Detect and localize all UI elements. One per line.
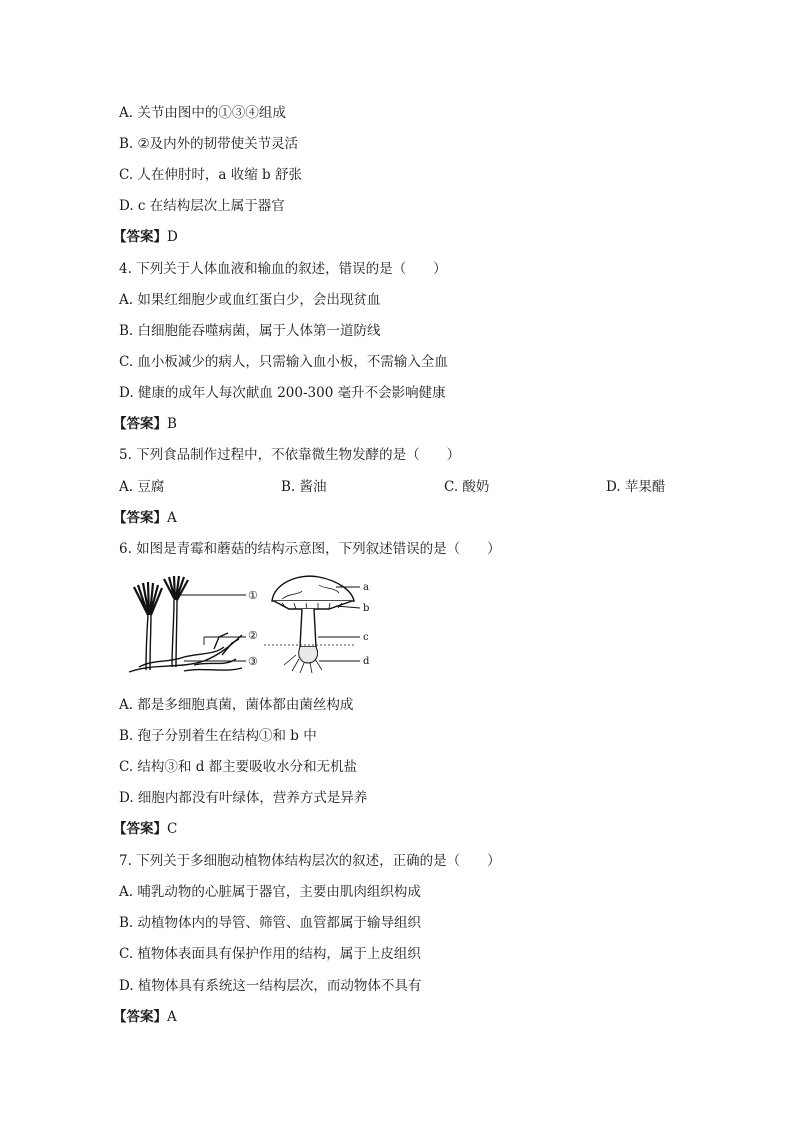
penicillium-leader-lines xyxy=(176,595,246,661)
q5-option-a: A. 豆腐 xyxy=(119,479,165,495)
q6-stem: 6. 如图是青霉和蘑菇的结构示意图，下列叙述错误的是（ ） xyxy=(119,541,501,557)
q6-option-b: B. 孢子分别着生在结构①和 b 中 xyxy=(119,728,317,744)
answer-value: A xyxy=(167,510,177,526)
mushroom-drawing xyxy=(264,576,356,673)
q6-option-d: D. 细胞内都没有叶绿体，营养方式是异养 xyxy=(119,790,368,806)
q4-option-c: C. 血小板减少的病人，只需输入血小板，不需输入全血 xyxy=(119,354,448,370)
answer-label: 【答案】 xyxy=(113,821,167,837)
label-c: c xyxy=(363,632,369,643)
q6-answer xyxy=(113,820,177,838)
penicillium-labels xyxy=(248,589,258,668)
q7-option-c: C. 植物体表面具有保护作用的结构，属于上皮组织 xyxy=(119,946,421,962)
q7-option-b: B. 动植物体内的导管、筛管、血管都属于输导组织 xyxy=(119,915,422,931)
q4-stem: 4. 下列关于人体血液和输血的叙述，错误的是（ ） xyxy=(119,261,447,277)
q5-stem: 5. 下列食品制作过程中，不依靠微生物发酵的是（ ） xyxy=(119,447,461,463)
answer-value: D xyxy=(167,229,178,245)
q5-answer xyxy=(113,509,177,527)
q7-option-d: D. 植物体具有系统这一结构层次，而动物体不具有 xyxy=(119,978,422,994)
answer-label: 【答案】 xyxy=(113,510,167,526)
answer-value: B xyxy=(167,416,177,432)
label-b: b xyxy=(363,603,370,614)
q7-option-a: A. 哺乳动物的心脏属于器官，主要由肌肉组织构成 xyxy=(119,884,421,900)
label-1: ① xyxy=(248,589,258,602)
q5-option-d: D. 苹果醋 xyxy=(606,479,666,495)
q5-option-c: C. 酸奶 xyxy=(444,479,490,495)
q3-option-a: A. 关节由图中的①③④组成 xyxy=(119,105,286,121)
q4-answer xyxy=(113,415,177,433)
penicillium-mushroom-figure xyxy=(124,575,374,675)
answer-value: A xyxy=(167,1009,177,1025)
label-3: ③ xyxy=(248,655,258,668)
q5-option-b: B. 酱油 xyxy=(281,479,327,495)
q4-option-a: A. 如果红细胞少或血红蛋白少，会出现贫血 xyxy=(119,292,381,308)
answer-label: 【答案】 xyxy=(113,1009,167,1025)
q3-option-b: B. ②及内外的韧带使关节灵活 xyxy=(119,136,299,152)
label-a: a xyxy=(363,582,369,593)
answer-label: 【答案】 xyxy=(113,229,167,245)
label-2: ② xyxy=(248,629,258,642)
q4-option-d: D. 健康的成年人每次献血 200-300 毫升不会影响健康 xyxy=(119,385,446,401)
label-d: d xyxy=(363,656,370,667)
penicillium-drawing xyxy=(129,576,242,672)
q6-option-c: C. 结构③和 d 都主要吸收水分和无机盐 xyxy=(119,759,358,775)
q6-option-a: A. 都是多细胞真菌，菌体都由菌丝构成 xyxy=(119,697,354,713)
q4-option-b: B. 白细胞能吞噬病菌，属于人体第一道防线 xyxy=(119,323,381,339)
mushroom-labels xyxy=(363,582,370,667)
q3-option-c: C. 人在伸肘时，a 收缩 b 舒张 xyxy=(119,167,302,183)
answer-label: 【答案】 xyxy=(113,416,167,432)
q7-answer xyxy=(113,1008,177,1026)
q3-answer xyxy=(113,228,178,246)
q7-stem: 7. 下列关于多细胞动植物体结构层次的叙述，正确的是（ ） xyxy=(119,853,501,869)
answer-value: C xyxy=(167,821,178,837)
q3-option-d: D. c 在结构层次上属于器官 xyxy=(119,198,285,214)
